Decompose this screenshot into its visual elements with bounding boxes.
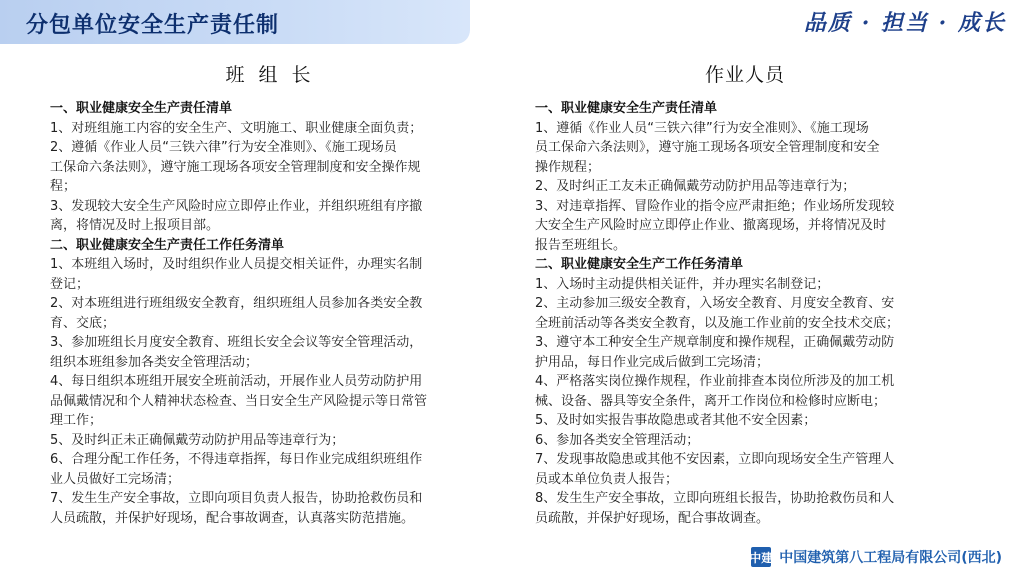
text-line: 工保命六条法则》，遵守施工现场各项安全管理制度和安全操作规 xyxy=(50,159,421,175)
text-line: 4、每日组织本班组开展安全班前活动，开展作业人员劳动防护用 xyxy=(50,374,423,389)
workers-text xyxy=(535,99,955,528)
team-leader-heading: 班 组 长 xyxy=(225,64,315,86)
company-name: 中国建筑第八工程局有限公司(西北) xyxy=(779,550,1002,566)
text-line: 4、严格落实岗位操作规程，作业前排查本岗位所涉及的加工机 xyxy=(535,374,895,389)
section-heading: 二、职业健康安全生产责任工作任务清单 xyxy=(50,237,285,253)
text-line: 报告至班组长。 xyxy=(535,237,627,253)
page-title: 分包单位安全生产责任制 xyxy=(26,13,280,38)
text-line: 品佩戴情况和个人精神状态检查、当日安全生产风险提示等日常管 xyxy=(50,393,428,409)
text-line: 程； xyxy=(50,179,77,194)
text-line: 登记； xyxy=(50,276,90,292)
text-line: 械、设备、器具等安全条件，离开工作岗位和检修时应断电； xyxy=(535,393,887,409)
text-line: 6、合理分配工作任务，不得违章指挥，每日作业完成组织班组作 xyxy=(50,452,423,467)
text-line: 1、对班组施工内容的安全生产、文明施工、职业健康全面负责； xyxy=(50,120,423,136)
text-line: 6、参加各类安全管理活动； xyxy=(535,432,700,448)
text-line: 8、发生生产安全事故，立即向班组长报告，协助抢救伤员和人 xyxy=(535,491,895,506)
section-heading: 二、职业健康安全生产工作任务清单 xyxy=(535,257,744,272)
text-line: 大安全生产风险时应立即停止作业、撤离现场，并将情况及时 xyxy=(535,218,887,233)
text-line: 员工保命六条法则》，遵守施工现场各项安全管理制度和安全 xyxy=(535,140,880,155)
workers-column xyxy=(535,60,955,528)
text-line: 员或本单位负责人报告； xyxy=(535,471,679,487)
text-line: 1、入场时主动提供相关证件，并办理实名制登记； xyxy=(535,276,830,292)
title-banner xyxy=(0,0,470,44)
text-line: 7、发生生产安全事故，立即向项目负责人报告，协助抢救伤员和 xyxy=(50,491,423,506)
footer-brand xyxy=(751,546,1002,568)
text-line: 5、及时纠正未正确佩戴劳动防护用品等违章行为； xyxy=(50,432,345,448)
company-logo-icon: 中建 xyxy=(751,547,771,567)
slogan: 品质 · 担当 · 成长 xyxy=(804,10,1006,36)
text-line: 2、主动参加三级安全教育，入场安全教育、月度安全教育、安 xyxy=(535,296,895,311)
text-line: 2、对本班组进行班组级安全教育，组织班组人员参加各类安全教 xyxy=(50,296,423,311)
text-line: 1、本班组入场时，及时组织作业人员提交相关证件，办理实名制 xyxy=(50,257,423,272)
text-line: 理工作； xyxy=(50,413,103,428)
text-line: 1、遵循《作业人员“三铁六律”行为安全准则》、《施工现场 xyxy=(535,120,869,136)
text-line: 业人员做好工完场清； xyxy=(50,471,181,487)
text-line: 护用品，每日作业完成后做到工完场清； xyxy=(535,354,770,370)
text-line: 3、对违章指挥、冒险作业的指令应严肃拒绝；作业场所发现较 xyxy=(535,198,895,214)
text-line: 2、遵循《作业人员“三铁六律”行为安全准则》、《施工现场员 xyxy=(50,140,397,155)
text-line: 3、遵守本工种安全生产规章制度和操作规程，正确佩戴劳动防 xyxy=(535,335,895,350)
team-leader-text xyxy=(50,99,490,528)
workers-heading: 作业人员 xyxy=(704,64,785,86)
text-line: 2、及时纠正工友未正确佩戴劳动防护用品等违章行为； xyxy=(535,179,856,194)
text-line: 员疏散，并保护好现场，配合事故调查。 xyxy=(535,510,770,526)
team-leader-column xyxy=(50,60,490,528)
section-heading: 一、职业健康安全生产责任清单 xyxy=(535,101,718,116)
text-line: 操作规程； xyxy=(535,159,601,175)
text-line: 组织本班组参加各类安全管理活动； xyxy=(50,354,259,370)
text-line: 7、发现事故隐患或其他不安因素，立即向现场安全生产管理人 xyxy=(535,452,895,467)
text-line: 3、参加班组长月度安全教育、班组长安全会议等安全管理活动， xyxy=(50,335,423,350)
text-line: 离，将情况及时上报项目部。 xyxy=(50,218,220,233)
text-line: 3、发现较大安全生产风险时应立即停止作业，并组织班组有序撤 xyxy=(50,198,423,214)
section-heading: 一、职业健康安全生产责任清单 xyxy=(50,101,233,116)
text-line: 育、交底； xyxy=(50,315,116,331)
text-line: 5、及时如实报告事故隐患或者其他不安全因素； xyxy=(535,413,817,428)
text-line: 全班前活动等各类安全教育，以及施工作业前的安全技术交底； xyxy=(535,315,900,331)
text-line: 人员疏散，并保护好现场，配合事故调查，认真落实防范措施。 xyxy=(50,510,415,526)
